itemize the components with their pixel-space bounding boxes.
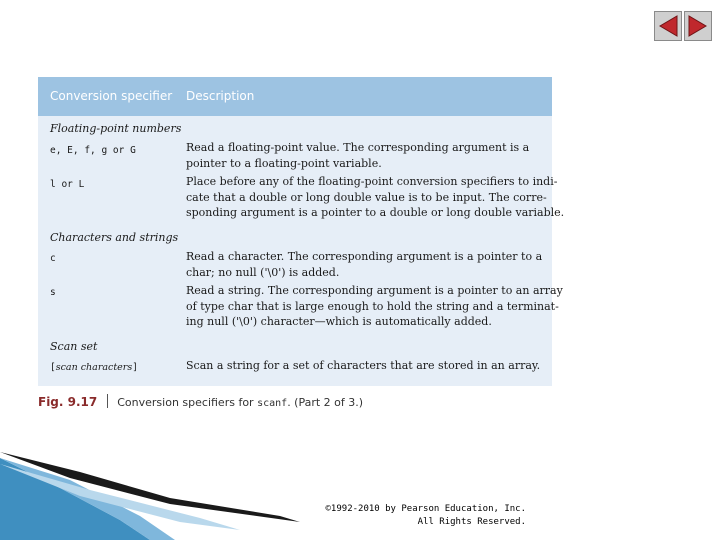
- row-specifier: s: [50, 287, 56, 298]
- row-description: Read a string. The corresponding argument is a pointer to an array of type char that is large enough to hold the string and a terminat- ing null ('\0') character—which is automatically added.: [186, 284, 563, 328]
- row-specifier: c: [50, 253, 56, 264]
- row-description: Read a floating-point value. The corresponding argument is a pointer to a floating-point variable.: [186, 141, 530, 170]
- section-title: Characters and strings: [50, 231, 179, 244]
- caption-text: Conversion specifiers for scanf. (Part 2 of 3.): [117, 396, 364, 409]
- row-description: Place before any of the floating-point conversion specifiers to indi- cate that a double or long double value is to be input. The corre- sponding argument is a pointer to a double or long double variable.: [186, 175, 565, 219]
- header-conversion-specifier: Conversion specifier: [50, 89, 173, 103]
- section-title: Floating-point numbers: [50, 122, 182, 135]
- triangle-right-icon: [687, 14, 709, 38]
- conversion-specifier-table: [38, 77, 565, 386]
- row-specifier: [scan characters]: [50, 362, 138, 373]
- row-description: Scan a string for a set of characters that are stored in an array.: [186, 359, 541, 372]
- row-specifier: l or L: [50, 179, 85, 190]
- row-specifier: e, E, f, g or G: [50, 145, 136, 156]
- section-title: Scan set: [50, 340, 98, 353]
- header-description: Description: [186, 89, 255, 103]
- next-slide-button[interactable]: [684, 11, 712, 41]
- copyright-notice: ©1992-2010 by Pearson Education, Inc. All Rights Reserved.: [325, 504, 526, 527]
- table-header: [38, 77, 552, 116]
- triangle-left-icon: [657, 14, 679, 38]
- caption-divider: [107, 394, 108, 408]
- figure-caption: [38, 394, 363, 409]
- figure-number: Fig. 9.17: [38, 395, 98, 409]
- previous-slide-button[interactable]: [654, 11, 682, 41]
- row-description: Read a character. The corresponding argument is a pointer to a char; no null ('\0') is added.: [186, 250, 543, 279]
